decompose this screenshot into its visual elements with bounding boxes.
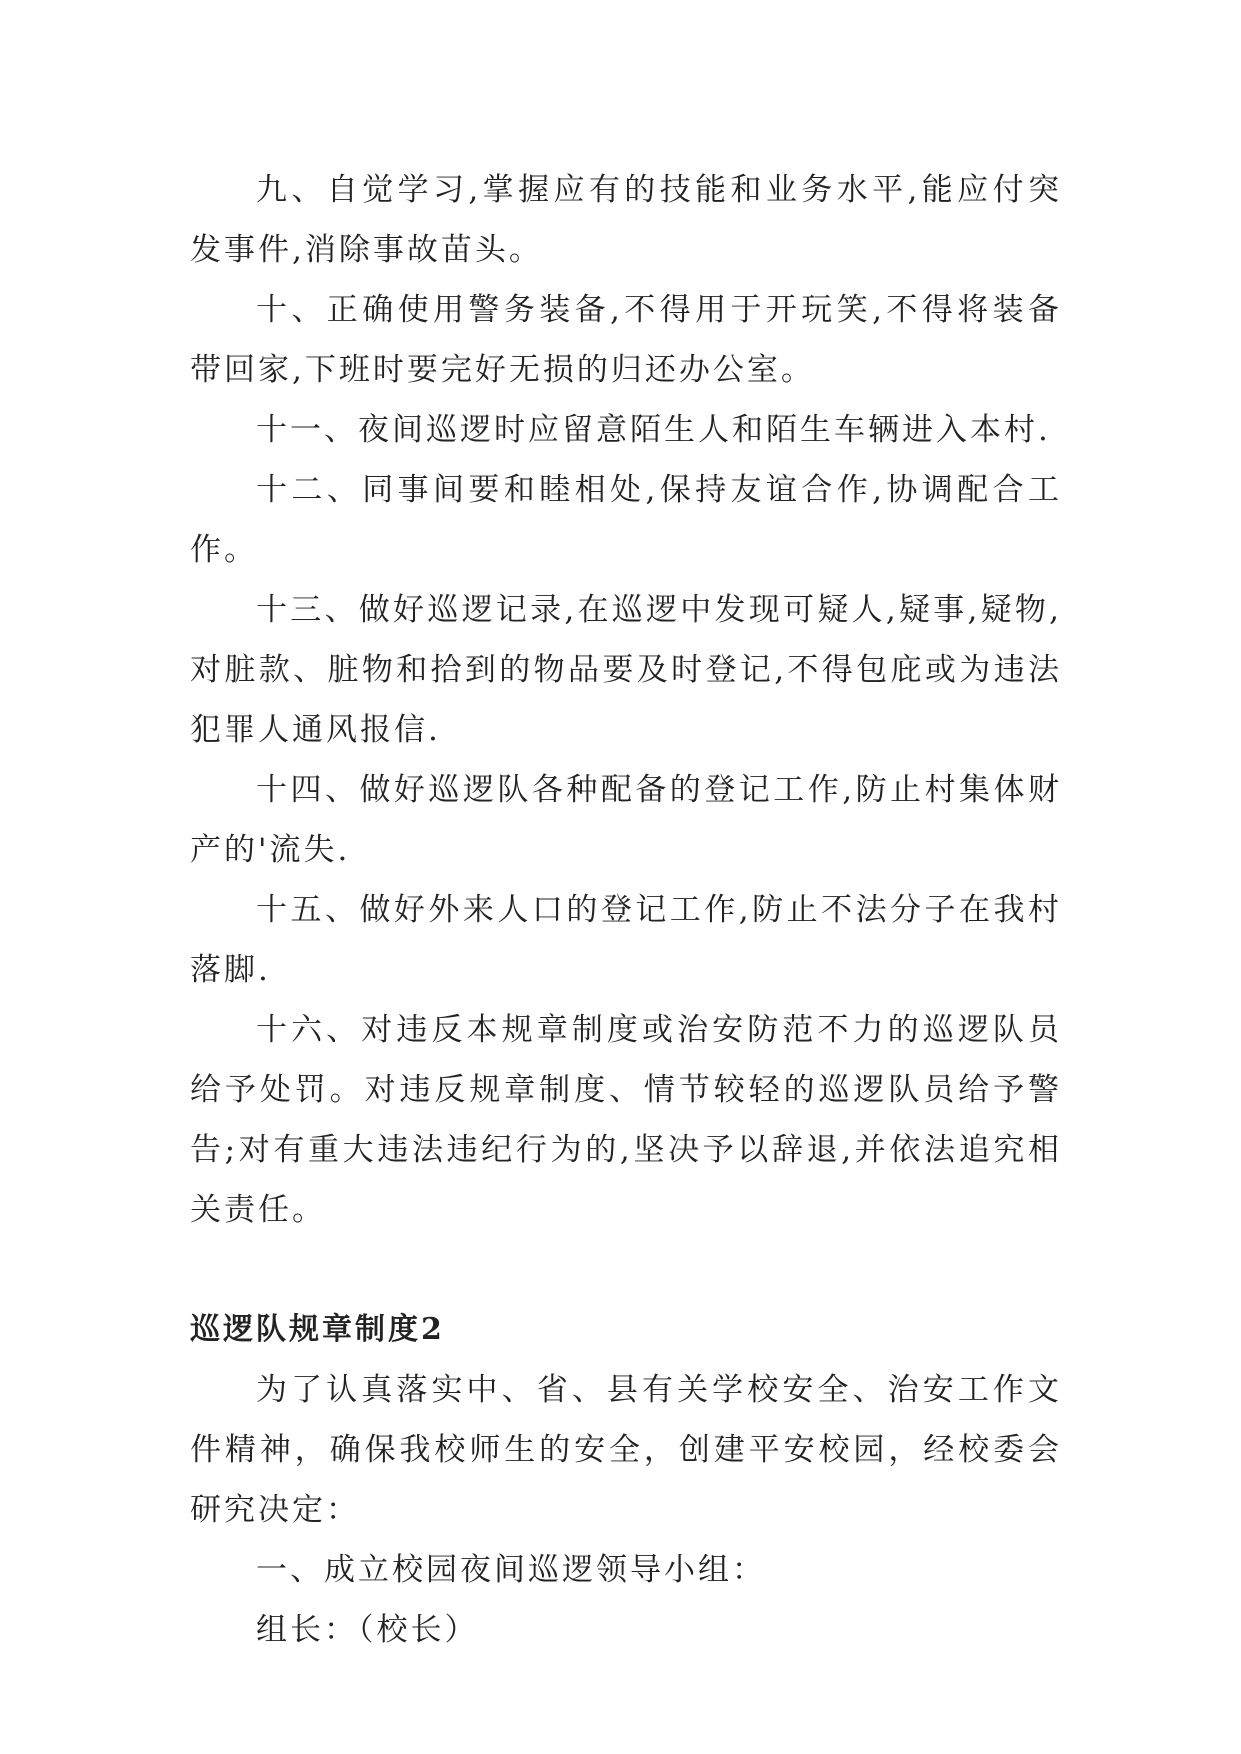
section-title: 巡逻队规章制度2: [190, 1312, 445, 1347]
paragraph-item-14: 十四、做好巡逻队各种配备的登记工作,防止村集体财产的'流失.: [190, 772, 1062, 868]
leadership-group-heading: 一、成立校园夜间巡逻领导小组：: [256, 1552, 766, 1588]
group-leader-line: 组长：（校长）: [256, 1612, 479, 1648]
document-body: [190, 160, 1062, 1660]
paragraph-item-15: 十五、做好外来人口的登记工作,防止不法分子在我村落脚.: [190, 892, 1062, 988]
paragraph-item-9: 九、自觉学习,掌握应有的技能和业务水平,能应付突发事件,消除事故苗头。: [190, 172, 1062, 268]
paragraph-item-13: 十三、做好巡逻记录,在巡逻中发现可疑人,疑事,疑物,对脏款、脏物和拾到的物品要及时登记,不得包庇或为违法犯罪人通风报信.: [190, 592, 1062, 748]
paragraph-item-11: 十一、夜间巡逻时应留意陌生人和陌生车辆进入本村.: [256, 412, 1051, 448]
paragraph-item-16: 十六、对违反本规章制度或治安防范不力的巡逻队员给予处罚。对违反规章制度、情节较轻的巡逻队员给予警告;对有重大违法违纪行为的,坚决予以辞退,并依法追究相关责任。: [190, 1012, 1062, 1228]
paragraph-item-12: 十二、同事间要和睦相处,保持友谊合作,协调配合工作。: [190, 472, 1062, 568]
paragraph-item-10: 十、正确使用警务装备,不得用于开玩笑,不得将装备带回家,下班时要完好无损的归还办公室。: [190, 292, 1062, 388]
intro-paragraph: 为了认真落实中、省、县有关学校安全、治安工作文件精神，确保我校师生的安全，创建平安校园，经校委会研究决定：: [190, 1372, 1062, 1528]
